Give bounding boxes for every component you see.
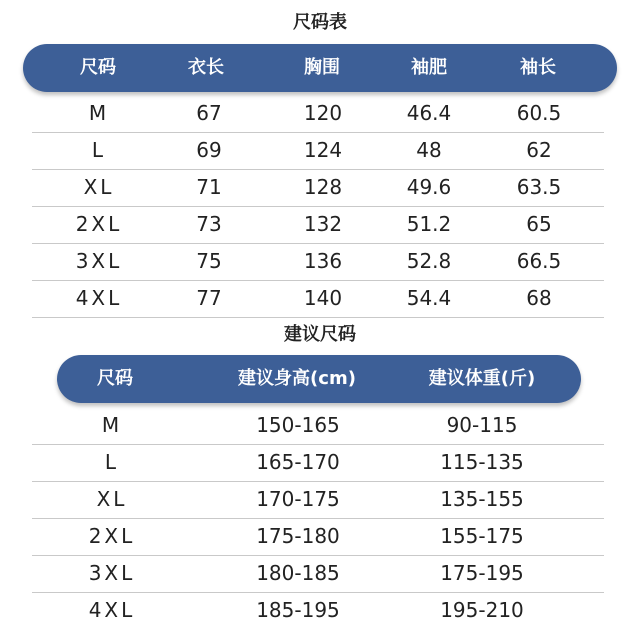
header-height: 建议身高(cm)	[238, 368, 356, 389]
chest-cell: 128	[303, 175, 343, 199]
weight-cell: 90-115	[446, 413, 518, 437]
length-cell: 71	[196, 175, 222, 199]
size-cell: L	[91, 138, 107, 162]
table-row	[32, 444, 604, 482]
sleeve-length-cell: 65	[526, 212, 552, 236]
table-row	[32, 169, 604, 207]
height-cell: 170-175	[256, 487, 340, 511]
size-cell: M	[101, 413, 123, 437]
length-cell: 77	[196, 286, 222, 310]
chest-cell: 136	[303, 249, 343, 273]
size-cell: 3XL	[75, 249, 123, 273]
sleeve-length-cell: 66.5	[516, 249, 562, 273]
table-row	[32, 243, 604, 281]
header-chest: 胸围	[304, 57, 340, 78]
header-size: 尺码	[97, 368, 133, 389]
weight-cell: 195-210	[440, 598, 524, 622]
sleeve-width-cell: 54.4	[406, 286, 452, 310]
table-row	[32, 555, 604, 593]
header-sleeve-length: 袖长	[520, 57, 556, 78]
size-cell: XL	[96, 487, 128, 511]
length-cell: 75	[196, 249, 222, 273]
weight-cell: 155-175	[440, 524, 524, 548]
table-row	[32, 592, 604, 629]
height-cell: 180-185	[256, 561, 340, 585]
header-weight: 建议体重(斤)	[428, 368, 536, 389]
header-size: 尺码	[80, 57, 116, 78]
sleeve-width-cell: 49.6	[406, 175, 452, 199]
table-row	[32, 518, 604, 556]
height-cell: 175-180	[256, 524, 340, 548]
weight-cell: 135-155	[440, 487, 524, 511]
table-row	[32, 132, 604, 170]
table-row	[32, 481, 604, 519]
size-cell: 2XL	[75, 212, 123, 236]
size-chart-title: 尺码表	[293, 12, 347, 33]
sleeve-width-cell: 48	[416, 138, 442, 162]
recommendation-title: 建议尺码	[284, 324, 356, 345]
recommendation-header	[57, 355, 581, 403]
sleeve-length-cell: 62	[526, 138, 552, 162]
sleeve-length-cell: 63.5	[516, 175, 562, 199]
length-cell: 73	[196, 212, 222, 236]
height-cell: 150-165	[256, 413, 340, 437]
length-cell: 67	[196, 101, 222, 125]
table-row	[32, 280, 604, 318]
chest-cell: 140	[303, 286, 343, 310]
size-cell: 4XL	[88, 598, 136, 622]
table-row	[32, 407, 604, 445]
chest-cell: 132	[303, 212, 343, 236]
table-row	[32, 95, 604, 133]
header-sleeve-width: 袖肥	[411, 57, 447, 78]
height-cell: 165-170	[256, 450, 340, 474]
weight-cell: 115-135	[440, 450, 524, 474]
length-cell: 69	[196, 138, 222, 162]
sleeve-length-cell: 68	[526, 286, 552, 310]
size-cell: 2XL	[88, 524, 136, 548]
height-cell: 185-195	[256, 598, 340, 622]
size-cell: XL	[83, 175, 115, 199]
sleeve-width-cell: 52.8	[406, 249, 452, 273]
size-cell: 3XL	[88, 561, 136, 585]
sleeve-width-cell: 46.4	[406, 101, 452, 125]
chest-cell: 120	[303, 101, 343, 125]
size-cell: M	[88, 101, 110, 125]
sleeve-width-cell: 51.2	[406, 212, 452, 236]
weight-cell: 175-195	[440, 561, 524, 585]
chest-cell: 124	[303, 138, 343, 162]
size-chart-header	[23, 44, 617, 92]
size-cell: 4XL	[75, 286, 123, 310]
table-row	[32, 206, 604, 244]
size-cell: L	[104, 450, 120, 474]
header-length: 衣长	[188, 57, 224, 78]
sleeve-length-cell: 60.5	[516, 101, 562, 125]
